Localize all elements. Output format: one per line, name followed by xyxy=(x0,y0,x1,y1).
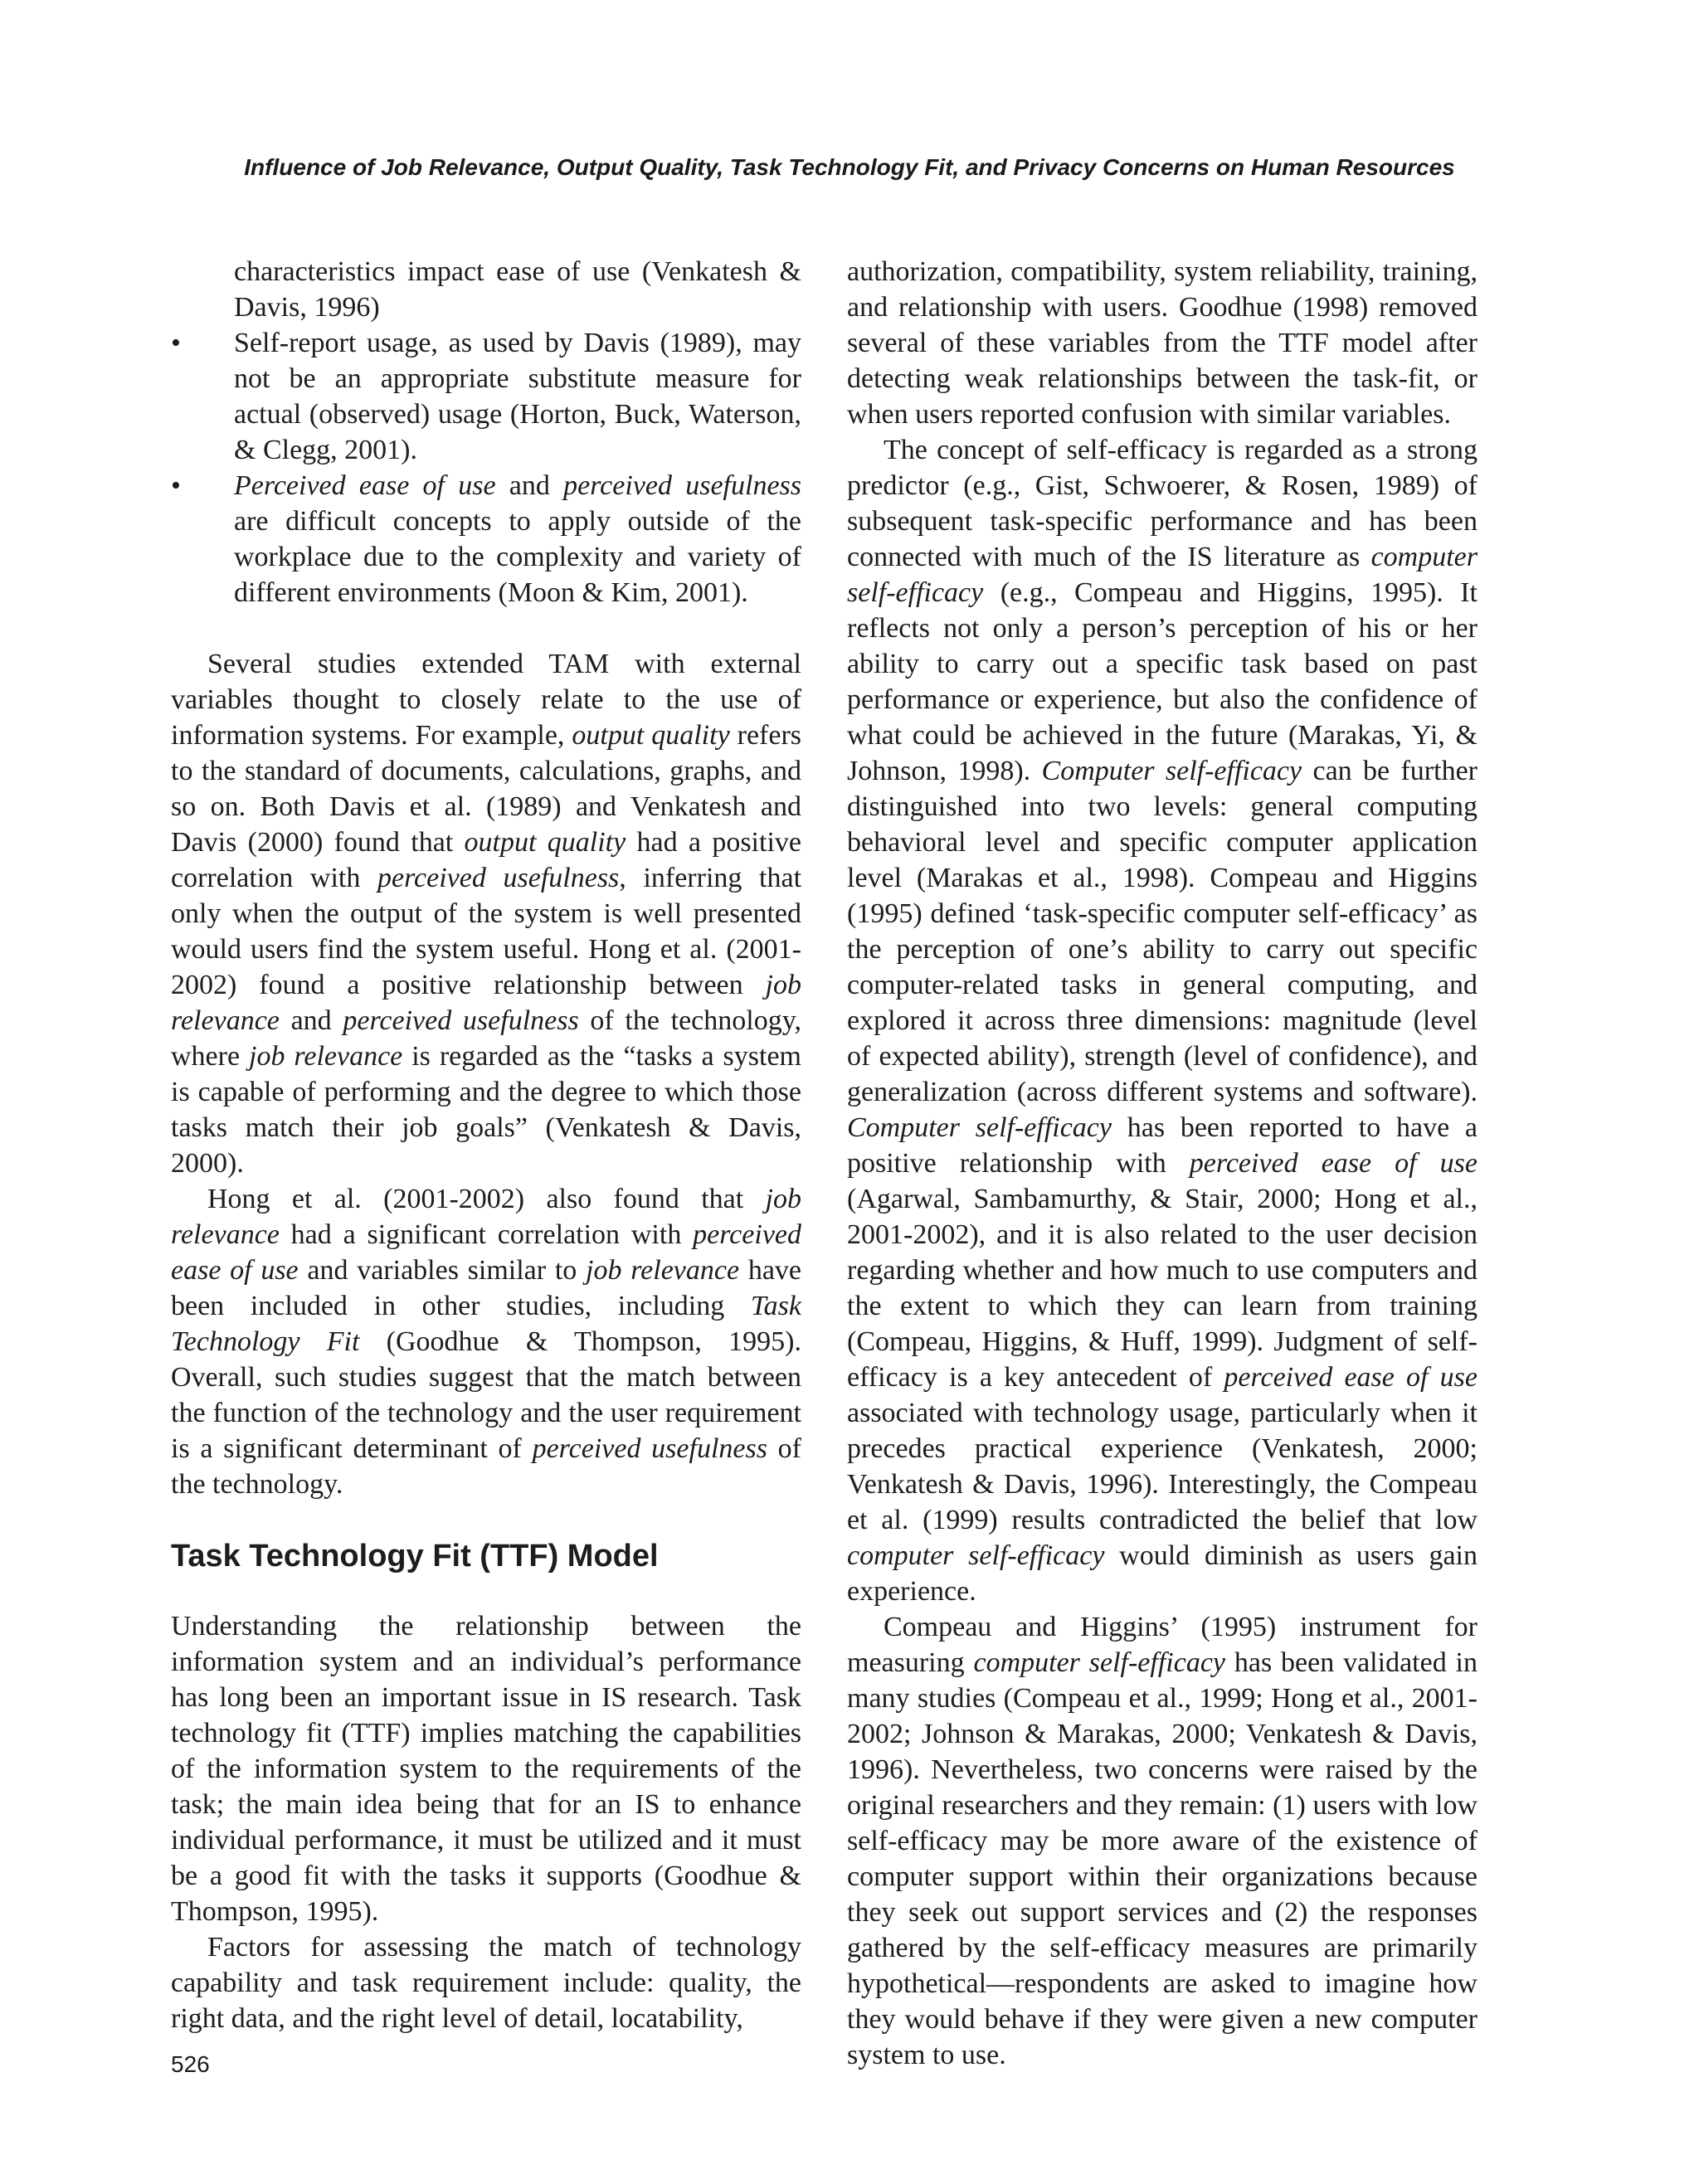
bullet-marker: • xyxy=(171,470,181,501)
bullet-continuation: characteristics impact ease of use (Venkatesh & Davis, 1996) xyxy=(234,256,801,323)
bullet-text: are difficult concepts to apply outside of the workplace due to the complexity and variety of different environments (Moon & Kim, 2001). xyxy=(234,506,801,608)
running-header: Influence of Job Relevance, Output Quality, Task Technology Fit, and Privacy Concerns on Human Resources xyxy=(244,154,1455,180)
paragraph: Factors for assessing the match of technology capability and task requirement include: quality, the right data, and the right level of detail, locatability, xyxy=(171,1932,801,2034)
paragraph: Compeau and Higgins’ (1995) instrument for measuring computer self-efficacy has been validated in many studies (Compeau et al., 1999; Hong et al., 2001-2002; Johnson & Marakas, 2000; Venkatesh & Davis, 1996). Nevertheless, two concerns were raised by the original researchers and they remain: (1) users with low self-efficacy may be more aware of the existence of computer support within their organizations because they seek out support services and (2) the responses gathered by the self-efficacy measures are primarily hypothetical—respondents are asked to imagine how they would behave if they were given a new computer system to use. xyxy=(847,1612,1478,2070)
paragraph: Several studies extended TAM with external variables thought to closely relate to the use of information systems. For example, output quality refers to the standard of documents, calculations, graphs, and so on. Both Davis et al. (1989) and Venkatesh and Davis (2000) found that output quality had a positive correlation with perceived usefulness, inferring that only when the output of the system is well presented would users find the system useful. Hong et al. (2001-2002) found a positive relationship between job relevance and perceived usefulness of the technology, where job relevance is regarded as the “tasks a system is capable of performing and the degree to which those tasks match their job goals” (Venkatesh & Davis, 2000). xyxy=(171,649,802,1179)
list-item xyxy=(171,468,801,610)
paragraph: The concept of self-efficacy is regarded as a strong predictor (e.g., Gist, Schwoerer, & Rosen, 1989) of subsequent task-specific performance and has been connected with much of the IS literature as computer self-efficacy (e.g., Compeau and Higgins, 1995). It reflects not only a person’s perception of his or her ability to carry out a specific task based on past performance or experience, but also the confidence of what could be achieved in the future (Marakas, Yi, & Johnson, 1998). Computer self-efficacy can be further distinguished into two levels: general computing behavioral level and specific computer application level (Marakas et al., 1998). Compeau and Higgins (1995) defined ‘task-specific computer self-efficacy’ as the perception of one’s ability to carry out specific computer-related tasks in general computing, and explored it across three dimensions: magnitude (level of expected ability), strength (level of confidence), and generalization (across different systems and software). Computer self-efficacy has been reported to have a positive relationship with perceived ease of use (Agarwal, Sambamurthy, & Stair, 2000; Hong et al., 2001-2002), and it is also related to the user decision regarding whether and how much to use computers and the extent to which they can learn from training (Compeau, Higgins, & Huff, 1999). Judgment of self-efficacy is a key antecedent of perceived ease of use associated with technology usage, particularly when it precedes practical experience (Venkatesh, 2000; Venkatesh & Davis, 1996). Interestingly, the Compeau et al. (1999) results contradicted the belief that low computer self-efficacy would diminish as users gain experience. xyxy=(847,435,1477,1607)
right-column xyxy=(847,254,1477,2073)
paragraph: Hong et al. (2001-2002) also found that job relevance had a significant correlation with perceived ease of use and variables similar to job relevance have been included in other studies, including Task Technology Fit (Goodhue & Thompson, 1995). Overall, such studies suggest that the match between the function of the technology and the user requirement is a significant determinant of perceived usefulness of the technology. xyxy=(171,1184,801,1500)
paragraph: Understanding the relationship between the information system and an individual’s performance has long been an important issue in IS research. Task technology fit (TTF) implies matching the capabilities of the information system to the requirements of the task; the main idea being that for an IS to enhance individual performance, it must be utilized and it must be a good fit with the tasks it supports (Goodhue & Thompson, 1995). xyxy=(171,1611,801,1927)
paragraph: authorization, compatibility, system reliability, training, and relationship with users. Goodhue (1998) removed several of these variables from the TTF model after detecting weak relationships between the task-fit, or when users reported confusion with similar variables. xyxy=(847,256,1477,430)
left-column xyxy=(171,254,801,2036)
section-heading: Task Technology Fit (TTF) Model xyxy=(171,1539,659,1574)
bullet-list xyxy=(171,325,801,610)
bullet-marker: • xyxy=(171,328,181,358)
bullet-text: Self-report usage, as used by Davis (1989), may not be an appropriate substitute measure for actual (observed) usage (Horton, Buck, Waterson, & Clegg, 2001). xyxy=(234,328,801,465)
page-number: 526 xyxy=(171,2051,210,2077)
italic-term: perceived usefulness xyxy=(563,470,802,501)
list-item xyxy=(171,325,801,468)
bullet-text: and xyxy=(495,470,564,501)
italic-term: Perceived ease of use xyxy=(234,470,496,501)
